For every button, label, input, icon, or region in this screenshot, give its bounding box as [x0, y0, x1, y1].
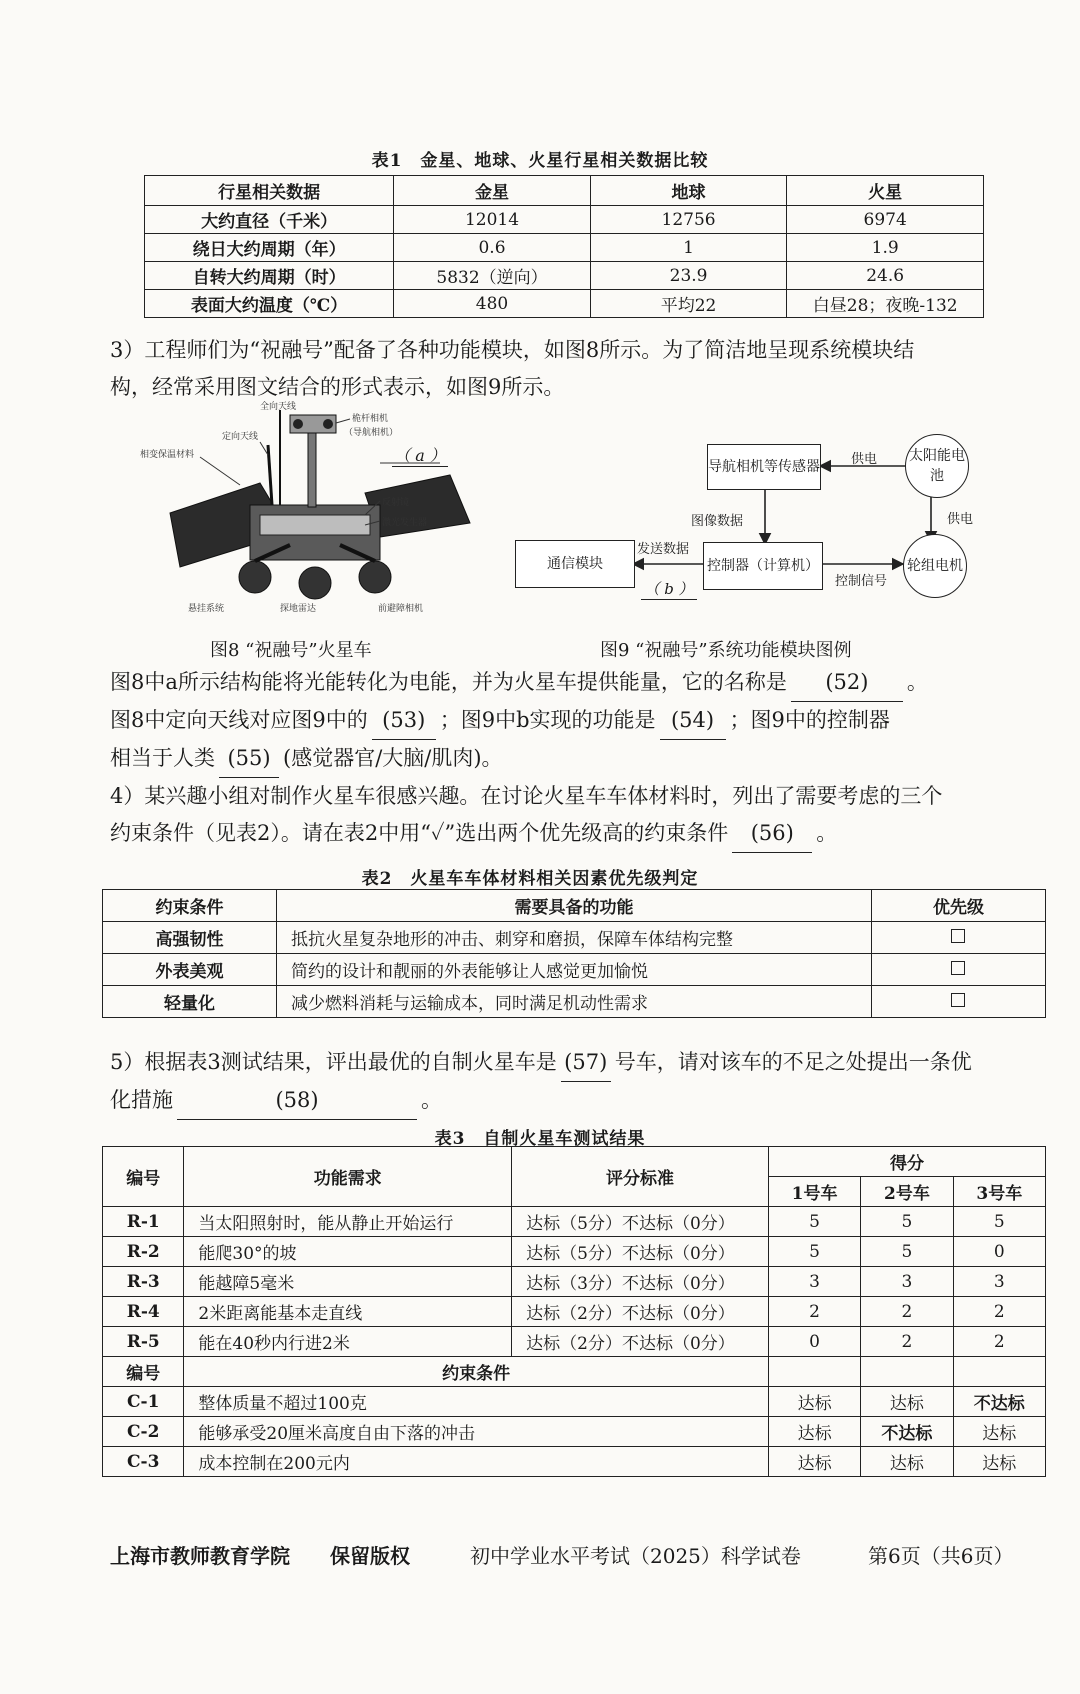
fig9-caption: 图9 “祝融号”系统功能模块图例	[600, 640, 852, 661]
q55-options: (感觉器官/大脑/肌肉)。	[283, 746, 503, 770]
q4-block	[110, 778, 1070, 853]
fig9-b-label: （ b ）	[641, 578, 697, 600]
rover-drawing	[140, 405, 500, 625]
table3-cell: 达标（3分）不达标（0分）	[512, 1267, 769, 1297]
q55-text-1: ；图9中的控制器	[729, 708, 890, 732]
table3-status: 不达标	[861, 1417, 953, 1447]
table3-header: 功能需求	[184, 1147, 512, 1207]
table3-id: C-3	[103, 1447, 184, 1477]
table2-header: 需要具备的功能	[277, 890, 872, 922]
table1-cell: 白昼28；夜晚-132	[787, 290, 984, 318]
q4-line2	[110, 815, 1070, 853]
table3-score: 2	[861, 1327, 953, 1357]
table3-score: 3	[953, 1267, 1045, 1297]
table3-id: C-1	[103, 1387, 184, 1417]
fig9-diagram	[515, 430, 1035, 620]
label-directional-antenna: 定向天线	[222, 432, 259, 442]
q52-text: 图8中a所示结构能将光能转化为电能，并为火星车提供能量，它的名称是	[110, 670, 787, 694]
q3-intro	[110, 332, 1050, 406]
fig9-image-data-label: 图像数据	[691, 514, 744, 529]
label-omni-antenna: 全向天线	[260, 402, 297, 412]
q55-blank[interactable]: (55)	[219, 740, 279, 778]
fig8-rover-image	[140, 402, 500, 625]
table3-cell: 达标（2分）不达标（0分）	[512, 1297, 769, 1327]
table3-status: 达标	[768, 1387, 860, 1417]
q52-end: 。	[906, 670, 928, 694]
fig9-nav-sensor-box: 导航相机等传感器	[707, 444, 821, 490]
q5-text-3: 化措施	[110, 1088, 173, 1112]
table1-cell: 1	[590, 234, 787, 262]
table1-header: 金星	[394, 176, 591, 206]
q5-text-2: 号车，请对该车的不足之处提出一条优	[614, 1050, 972, 1074]
table2-checkbox-cell	[871, 954, 1045, 986]
table3-car-header: 2号车	[861, 1177, 953, 1207]
priority-checkbox[interactable]	[951, 961, 965, 975]
table3-header: 得分	[768, 1147, 1045, 1177]
table3-cell: 达标（2分）不达标（0分）	[512, 1327, 769, 1357]
table3-id: R-4	[103, 1297, 184, 1327]
fig9-comm-box: 通信模块	[515, 540, 635, 588]
label-laser: 激光发生器	[382, 518, 428, 528]
table2-header: 约束条件	[103, 890, 277, 922]
table1-cell: 0.6	[394, 234, 591, 262]
table3-score: 5	[861, 1237, 953, 1267]
q4-text: 约束条件（见表2）。请在表2中用“✓”选出两个优先级高的约束条件	[110, 821, 729, 845]
table3-score: 0	[953, 1237, 1045, 1267]
label-nav-camera: （导航相机）	[344, 428, 399, 438]
q58-blank[interactable]: (58)	[177, 1082, 417, 1120]
table1	[144, 175, 984, 318]
q55-text-2: 相当于人类	[110, 746, 215, 770]
footer-exam: 初中学业水平考试（2025）科学试卷	[470, 1544, 801, 1568]
table3-header: 编号	[103, 1147, 184, 1207]
table3-status: 达标	[861, 1447, 953, 1477]
table3-id: R-2	[103, 1237, 184, 1267]
table3-cell: 整体质量不超过100克	[184, 1387, 769, 1417]
priority-checkbox[interactable]	[951, 929, 965, 943]
label-thermal-material: 相变保温材料	[140, 450, 195, 460]
label-hazard-camera: 前避障相机	[378, 604, 424, 614]
table2-cell: 简约的设计和靓丽的外表能够让人感觉更加愉悦	[277, 954, 872, 986]
table2-cell: 轻量化	[103, 986, 277, 1018]
table3-header: 约束条件	[184, 1357, 769, 1387]
table1-caption: 表1 金星、地球、火星行星相关数据比较	[371, 151, 709, 171]
table3-car-header: 3号车	[953, 1177, 1045, 1207]
table3-status: 达标	[953, 1447, 1045, 1477]
table1-header: 行星相关数据	[145, 176, 394, 206]
table3-score: 2	[953, 1327, 1045, 1357]
fig8-caption: 图8 “祝融号”火星车	[210, 640, 372, 661]
table1-cell: 大约直径（千米）	[145, 206, 394, 234]
table3-score: 5	[953, 1207, 1045, 1237]
table1-cell: 12014	[394, 206, 591, 234]
q5-end: 。	[421, 1088, 442, 1112]
table2-cell: 减少燃料消耗与运输成本，同时满足机动性需求	[277, 986, 872, 1018]
table2-checkbox-cell	[871, 986, 1045, 1018]
footer-org: 上海市教师教育学院	[110, 1544, 290, 1568]
fig9-controller-box: 控制器（计算机）	[703, 542, 823, 590]
fig9-power-label-1: 供电	[851, 452, 878, 467]
table3-score: 5	[768, 1207, 860, 1237]
footer-rights: 保留版权	[330, 1544, 410, 1568]
table1-cell: 480	[394, 290, 591, 318]
table3-cell: 成本控制在200元内	[184, 1447, 769, 1477]
label-mast-camera: 桅杆相机	[352, 414, 389, 424]
table3-status: 达标	[953, 1417, 1045, 1447]
q53-54-line	[110, 702, 1070, 740]
table3-score: 2	[768, 1297, 860, 1327]
table3-id: R-5	[103, 1327, 184, 1357]
table1-cell: 平均22	[590, 290, 787, 318]
q5-text: 5）根据表3测试结果，评出最优的自制火星车是	[110, 1050, 557, 1074]
table3-score: 3	[861, 1267, 953, 1297]
fig9-motor-circle: 轮组电机	[903, 534, 967, 598]
q3-intro-line2: 构，经常采用图文结合的形式表示，如图9所示。	[110, 375, 565, 399]
q54-blank[interactable]: (54)	[660, 702, 726, 740]
table3-id: R-3	[103, 1267, 184, 1297]
table3-cell: 能越障5毫米	[184, 1267, 512, 1297]
table3-cell: 当太阳照射时，能从静止开始运行	[184, 1207, 512, 1237]
table3-cell: 能爬30°的坡	[184, 1237, 512, 1267]
table3-score: 2	[861, 1297, 953, 1327]
table1-cell: 6974	[787, 206, 984, 234]
label-suspension: 悬挂系统	[188, 604, 225, 614]
footer-page: 第6页（共6页）	[868, 1544, 1014, 1568]
table3-score: 5	[768, 1237, 860, 1267]
q5-line2	[110, 1082, 1070, 1120]
table1-header: 地球	[590, 176, 787, 206]
table3-status: 达标	[768, 1447, 860, 1477]
table1-cell: 12756	[590, 206, 787, 234]
table3-score: 5	[861, 1207, 953, 1237]
table3-header: 编号	[103, 1357, 184, 1387]
table2-checkbox-cell	[871, 922, 1045, 954]
table2-caption: 表2 火星车车体材料相关因素优先级判定	[361, 869, 699, 889]
table3	[102, 1146, 1046, 1477]
q5-block	[110, 1044, 1070, 1120]
fig9-solar-circle: 太阳能电池	[905, 434, 969, 498]
table1-cell: 1.9	[787, 234, 984, 262]
table3-cell: 2米距离能基本走直线	[184, 1297, 512, 1327]
q56-blank[interactable]: (56)	[732, 815, 812, 853]
table2-cell: 外表美观	[103, 954, 277, 986]
table3-status: 达标	[768, 1417, 860, 1447]
label-radar: 探地雷达	[280, 604, 317, 614]
table3-cell: 能在40秒内行进2米	[184, 1327, 512, 1357]
table1-cell: 表面大约温度（℃）	[145, 290, 394, 318]
table2-cell: 高强韧性	[103, 922, 277, 954]
table3-cell: 达标（5分）不达标（0分）	[512, 1237, 769, 1267]
table1-cell: 自转大约周期（时）	[145, 262, 394, 290]
table3-status: 不达标	[953, 1387, 1045, 1417]
table3-header: 评分标准	[512, 1147, 769, 1207]
fig9-power-label-2: 供电	[947, 512, 974, 527]
q53-blank[interactable]: (53)	[372, 702, 436, 740]
q52-line	[110, 664, 1070, 702]
table3-cell: 能够承受20厘米高度自由下落的冲击	[184, 1417, 769, 1447]
table2-header: 优先级	[871, 890, 1045, 922]
table1-cell: 5832（逆向）	[394, 262, 591, 290]
q4-line1: 4）某兴趣小组对制作火星车很感兴趣。在讨论火星车车体材料时，列出了需要考虑的三个	[110, 784, 943, 808]
table1-cell: 24.6	[787, 262, 984, 290]
q52-blank[interactable]: (52)	[791, 664, 903, 702]
q4-end: 。	[816, 821, 838, 845]
q52-55-block	[110, 664, 1070, 778]
table3-score: 0	[768, 1327, 860, 1357]
table2-cell: 抵抗火星复杂地形的冲击、刺穿和磨损，保障车体结构完整	[277, 922, 872, 954]
table3-score: 2	[953, 1297, 1045, 1327]
table1-header: 火星	[787, 176, 984, 206]
q3-intro-line1: 3）工程师们为“祝融号”配备了各种功能模块，如图8所示。为了简洁地呈现系统模块结	[110, 338, 915, 362]
fig9-send-data-label: 发送数据	[637, 542, 690, 557]
table3-id: C-2	[103, 1417, 184, 1447]
fig9-control-signal-label: 控制信号	[835, 574, 888, 589]
table3-cell: 达标（5分）不达标（0分）	[512, 1207, 769, 1237]
label-reflector: 反射镜	[382, 498, 410, 508]
table3-score: 3	[768, 1267, 860, 1297]
table1-cell: 23.9	[590, 262, 787, 290]
table3-id: R-1	[103, 1207, 184, 1237]
q55-line	[110, 740, 1070, 778]
table3-status: 达标	[861, 1387, 953, 1417]
q5-line1	[110, 1044, 1070, 1082]
table1-cell: 绕日大约周期（年）	[145, 234, 394, 262]
table2	[102, 889, 1046, 1018]
priority-checkbox[interactable]	[951, 993, 965, 1007]
q53-text: 图8中定向天线对应图9中的	[110, 708, 368, 732]
q54-text: ；图9中b实现的功能是	[439, 708, 656, 732]
table3-car-header: 1号车	[768, 1177, 860, 1207]
table3-caption: 表3 自制火星车测试结果	[434, 1129, 646, 1149]
label-a: （ a ）	[392, 443, 448, 467]
q57-blank[interactable]: (57)	[561, 1044, 611, 1082]
